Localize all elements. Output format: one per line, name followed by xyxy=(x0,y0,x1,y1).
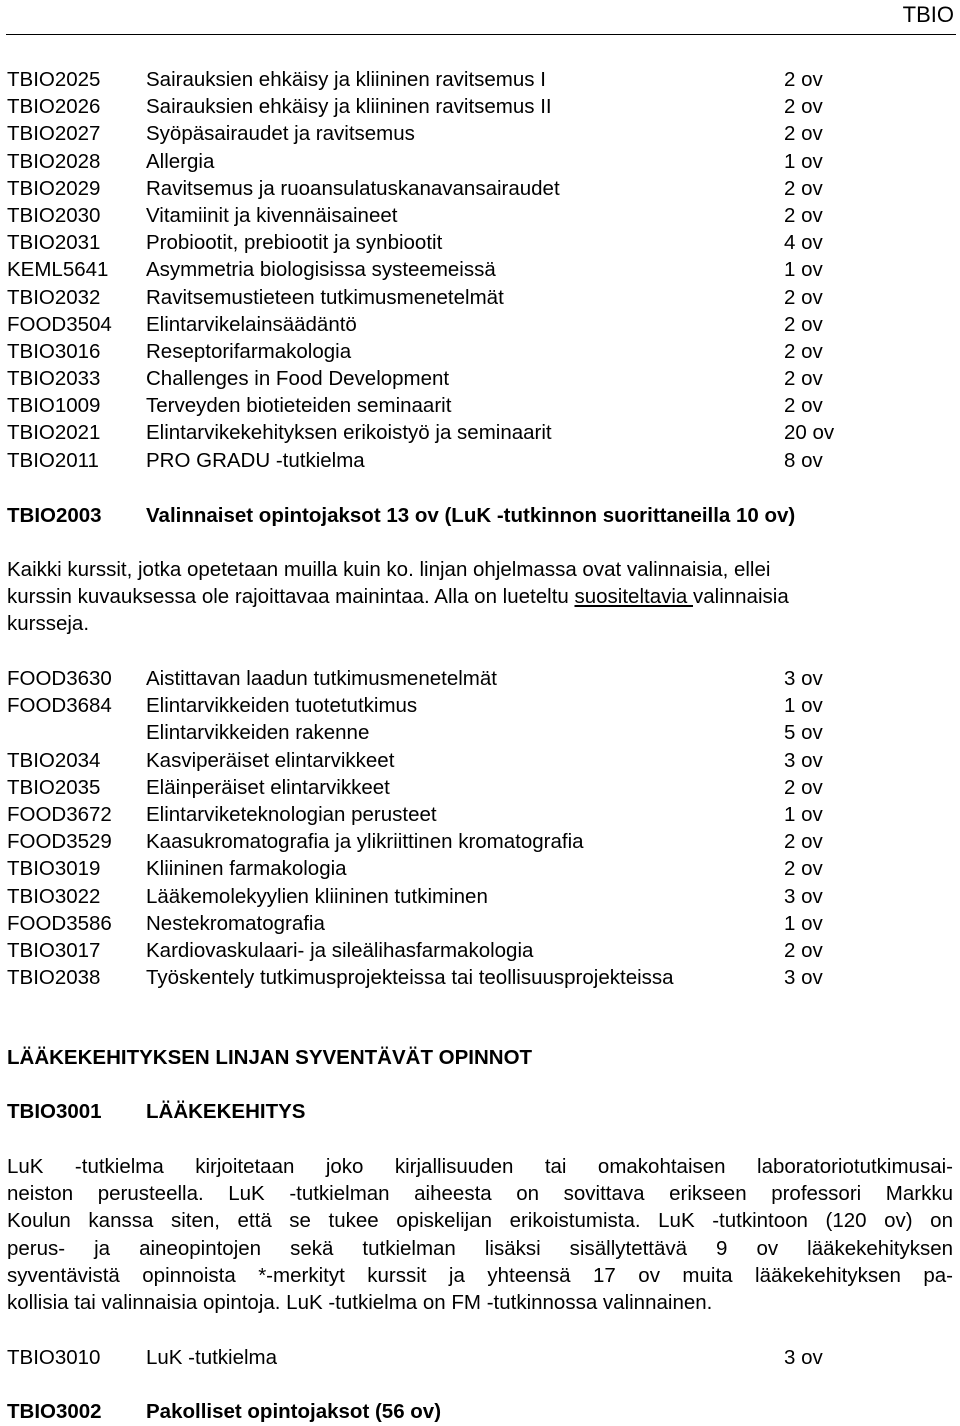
course-credits: 4 ov xyxy=(784,231,823,255)
course-code: TBIO2021 xyxy=(7,421,101,445)
course-code: TBIO2011 xyxy=(7,448,99,472)
course-code: TBIO2033 xyxy=(7,367,101,391)
header-label: TBIO xyxy=(902,2,954,27)
course-row xyxy=(7,93,953,120)
course-title: Elintarvikkeiden rakenne xyxy=(146,721,370,745)
course-credits: 2 ov xyxy=(784,176,823,200)
course-list-main xyxy=(7,66,953,474)
luk-paragraph-line: Koulun kanssa siten, että se tukee opiskelijan erikoistumista. LuK -tutkintoon (120 ov) on xyxy=(7,1209,953,1233)
header-rule xyxy=(6,34,956,35)
course-credits: 2 ov xyxy=(784,775,823,799)
course-row xyxy=(7,910,953,937)
course-title: Lääkemolekyylien kliininen tutkiminen xyxy=(146,884,488,908)
course-code: FOOD3684 xyxy=(7,694,112,718)
course-row xyxy=(7,937,953,964)
course-row xyxy=(7,419,953,446)
section-heading: LÄÄKEKEHITYKSEN LINJAN SYVENTÄVÄT OPINNOT xyxy=(7,1046,533,1069)
compulsory-heading xyxy=(7,1398,953,1425)
course-code: KEML5641 xyxy=(7,258,109,282)
course-list-elective xyxy=(7,665,953,991)
course-title: Ravitsemus ja ruoansulatuskanavansairaudet xyxy=(146,176,560,200)
elective-note-line xyxy=(7,583,953,610)
course-row xyxy=(7,392,953,419)
course-title: Terveyden biotieteiden seminaarit xyxy=(146,394,452,418)
course-credits: 5 ov xyxy=(784,721,823,745)
course-code: TBIO2032 xyxy=(7,285,101,309)
course-row xyxy=(7,801,953,828)
luk-paragraph-line: LuK -tutkielma kirjoitetaan joko kirjallisuuden tai omakohtaisen laboratoriotutkimusai- xyxy=(7,1155,953,1178)
thesis-row xyxy=(7,1344,953,1371)
course-credits: 2 ov xyxy=(784,367,823,391)
course-credits: 2 ov xyxy=(784,122,823,146)
course-code: TBIO2025 xyxy=(7,68,101,91)
course-title: Työskentely tutkimusprojekteissa tai teollisuusprojekteissa xyxy=(146,966,674,990)
course-row xyxy=(7,256,953,283)
course-title: Ravitsemustieteen tutkimusmenetelmät xyxy=(146,285,504,309)
course-title: Nestekromatografia xyxy=(146,911,325,935)
course-code: TBIO2026 xyxy=(7,95,101,119)
course-credits: 2 ov xyxy=(784,312,823,336)
course-row xyxy=(7,774,953,801)
course-row xyxy=(7,692,953,719)
elective-heading-title: Valinnaiset opintojaksot 13 ov (LuK -tutkinnon suorittaneilla 10 ov) xyxy=(146,504,796,527)
elective-note-line: kursseja. xyxy=(7,612,90,636)
course-title: Elintarvikekehityksen erikoistyö ja seminaarit xyxy=(146,421,552,445)
course-row xyxy=(7,175,953,202)
course-title: Elintarviketeknologian perusteet xyxy=(146,802,437,826)
course-title: Aistittavan laadun tutkimusmenetelmät xyxy=(146,667,497,690)
course-code: TBIO2028 xyxy=(7,149,101,173)
course-title: Kliininen farmakologia xyxy=(146,857,347,881)
course-credits: 1 ov xyxy=(784,694,823,718)
course-credits: 8 ov xyxy=(784,448,823,472)
course-code: FOOD3504 xyxy=(7,312,112,336)
course-row xyxy=(7,202,953,229)
course-credits: 3 ov xyxy=(784,1346,823,1369)
elective-note-line: Kaikki kurssit, jotka opetetaan muilla kuin ko. linjan ohjelmassa ovat valinnaisia, ellei xyxy=(7,558,771,581)
course-code: TBIO3017 xyxy=(7,938,101,962)
course-credits: 20 ov xyxy=(784,421,835,445)
compulsory-heading-code: TBIO3002 xyxy=(7,1400,102,1423)
course-title: Reseptorifarmakologia xyxy=(146,339,352,363)
course-credits: 1 ov xyxy=(784,258,823,282)
course-code: TBIO2038 xyxy=(7,966,101,990)
course-row xyxy=(7,66,953,93)
course-row xyxy=(7,747,953,774)
course-credits: 1 ov xyxy=(784,802,823,826)
course-code: FOOD3586 xyxy=(7,911,112,935)
course-title: PRO GRADU -tutkielma xyxy=(146,448,365,472)
course-title: Elintarvikkeiden tuotetutkimus xyxy=(146,694,418,718)
course-row xyxy=(7,855,953,882)
course-row xyxy=(7,120,953,147)
course-title: Allergia xyxy=(146,149,215,173)
course-title: Elintarvikelainsäädäntö xyxy=(146,312,357,336)
course-row xyxy=(7,284,953,311)
course-row xyxy=(7,719,953,746)
course-code: TBIO2027 xyxy=(7,122,101,146)
course-title: Probiootit, prebiootit ja synbiootit xyxy=(146,231,443,255)
course-title: Kardiovaskulaari- ja sileälihasfarmakologia xyxy=(146,938,534,962)
course-code: FOOD3630 xyxy=(7,667,112,690)
subsection-code: TBIO3001 xyxy=(7,1100,102,1123)
course-title: Eläinperäiset elintarvikkeet xyxy=(146,775,390,799)
course-code: TBIO2035 xyxy=(7,775,101,799)
course-title: Sairauksien ehkäisy ja kliininen ravitsemus I xyxy=(146,68,546,91)
course-code: TBIO3022 xyxy=(7,884,101,908)
course-code: TBIO2034 xyxy=(7,748,101,772)
luk-paragraph-line: kollisia tai valinnaisia opintoja. LuK -tutkielma on FM -tutkinnossa valinnainen. xyxy=(7,1291,713,1315)
course-code: TBIO3010 xyxy=(7,1346,101,1369)
course-credits: 2 ov xyxy=(784,95,823,119)
course-credits: 2 ov xyxy=(784,68,823,91)
course-title: Sairauksien ehkäisy ja kliininen ravitsemus II xyxy=(146,95,552,119)
luk-paragraph-line: perus- ja aineopintojen sekä tutkielman lisäksi sisällytettävä 9 ov lääkekehityksen xyxy=(7,1236,953,1260)
course-title: Kaasukromatografia ja ylikriittinen kromatografia xyxy=(146,830,584,854)
luk-paragraph-line: syventävistä opinnoista *-merkityt kurssit ja yhteensä 17 ov muita lääkekehityksen pa- xyxy=(7,1263,953,1287)
course-credits: 1 ov xyxy=(784,149,823,173)
course-code: TBIO2030 xyxy=(7,203,101,227)
course-row xyxy=(7,365,953,392)
course-row xyxy=(7,338,953,365)
compulsory-heading-title: Pakolliset opintojaksot (56 ov) xyxy=(146,1400,442,1423)
course-credits: 2 ov xyxy=(784,285,823,309)
course-credits: 2 ov xyxy=(784,339,823,363)
course-credits: 3 ov xyxy=(784,667,823,690)
course-credits: 3 ov xyxy=(784,884,823,908)
course-credits: 2 ov xyxy=(784,394,823,418)
course-row xyxy=(7,828,953,855)
elective-note xyxy=(7,556,953,638)
course-credits: 2 ov xyxy=(784,203,823,227)
course-row xyxy=(7,447,953,474)
course-credits: 2 ov xyxy=(784,857,823,881)
subsection-heading xyxy=(7,1098,953,1125)
course-credits: 3 ov xyxy=(784,748,823,772)
course-row xyxy=(7,665,953,692)
course-title: Asymmetria biologisissa systeemeissä xyxy=(146,258,496,282)
course-title: Syöpäsairaudet ja ravitsemus xyxy=(146,122,415,146)
course-credits: 2 ov xyxy=(784,938,823,962)
course-title: Challenges in Food Development xyxy=(146,367,450,391)
course-code: FOOD3529 xyxy=(7,830,112,854)
course-code: TBIO2029 xyxy=(7,176,101,200)
course-title: LuK -tutkielma xyxy=(146,1346,278,1369)
elective-note-underlined: suositeltavia xyxy=(574,585,693,609)
course-credits: 1 ov xyxy=(784,911,823,935)
course-row xyxy=(7,229,953,256)
course-row xyxy=(7,964,953,991)
course-code: TBIO3019 xyxy=(7,857,101,881)
course-title: Kasviperäiset elintarvikkeet xyxy=(146,748,395,772)
course-title: Vitamiinit ja kivennäisaineet xyxy=(146,203,398,227)
course-row xyxy=(7,311,953,338)
course-code: TBIO1009 xyxy=(7,394,101,418)
course-row xyxy=(7,148,953,175)
course-credits: 3 ov xyxy=(784,966,823,990)
course-code: TBIO2031 xyxy=(7,231,101,255)
luk-paragraph xyxy=(7,1153,953,1316)
luk-paragraph-line: neiston perusteella. LuK -tutkielman aiheesta on sovittava erikseen professori Markku xyxy=(7,1182,953,1206)
course-code: TBIO3016 xyxy=(7,339,101,363)
elective-note-text: valinnaisia xyxy=(693,585,789,609)
course-credits: 2 ov xyxy=(784,830,823,854)
course-row xyxy=(7,883,953,910)
elective-heading-code: TBIO2003 xyxy=(7,504,102,527)
elective-note-text: kurssin kuvauksessa ole rajoittavaa mainintaa. Alla on lueteltu xyxy=(7,585,575,609)
elective-heading xyxy=(7,502,953,529)
course-code: FOOD3672 xyxy=(7,802,112,826)
subsection-title: LÄÄKEKEHITYS xyxy=(146,1100,306,1123)
